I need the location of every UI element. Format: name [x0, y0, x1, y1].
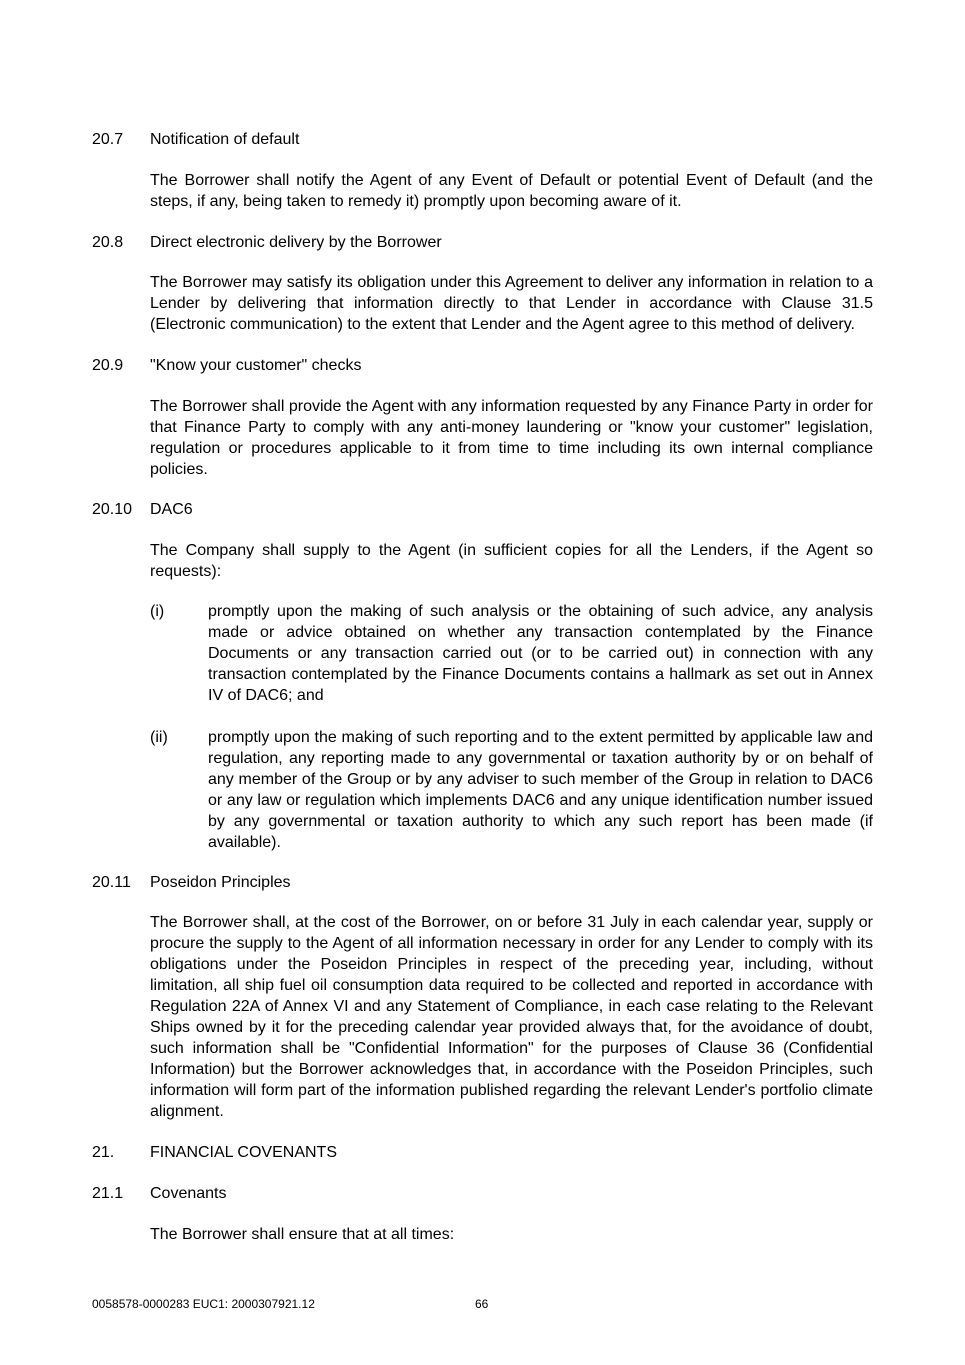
section-title: Covenants: [150, 1185, 227, 1202]
list-item-marker: (i): [150, 603, 165, 620]
section-title: Direct electronic delivery by the Borrower: [150, 234, 442, 251]
section-number: 20.9: [92, 357, 124, 374]
section-title: "Know your customer" checks: [150, 357, 362, 374]
section-title: Poseidon Principles: [150, 874, 291, 891]
section-number: 21.1: [92, 1185, 124, 1202]
section-number: 20.7: [92, 131, 124, 148]
section-paragraph-20-11: The Borrower shall, at the cost of the Borrower, on or before 31 July in each calendar year, supply or procure the supply to the Agent of all information necessary in order for any Lender to comply with its obligations under the Poseidon Principles in respect of the preceding year, including, without limitation, all ship fuel oil consumption data required to be collected and reported in accordance with Regulation 22A of Annex VI and any Statement of Compliance, in each case relating to the Relevant Ships owned by it for the preceding calendar year provided always that, for the avoidance of doubt, such information shall be "Confidential Information" for the purposes of Clause 36 (Confidential Information) but the Borrower acknowledges that, in accordance with the Poseidon Principles, such information will form part of the information published regarding the relevant Lender's portfolio climate alignment.: [150, 914, 873, 1120]
list-item-text: promptly upon the making of such analysis or the obtaining of such advice, any analysis made or advice obtained on whether any transaction contemplated by the Finance Documents or any transaction carried out (or to be carried out) in connection with any transaction contemplated by the Finance Documents contains a hallmark as set out in Annex IV of DAC6; and: [208, 603, 873, 704]
document-reference: 0058578-0000283 EUC1: 2000307921.12: [92, 1297, 315, 1311]
page-number: 66: [475, 1297, 489, 1311]
section-number: 20.10: [92, 501, 133, 518]
list-item-text: promptly upon the making of such reporting and to the extent permitted by applicable law and regulation, any reporting made to any governmental or taxation authority by or on behalf of any member of the Group or by any adviser to such member of the Group in relation to DAC6 or any law or regulation which implements DAC6 and any unique identification number issued by any governmental or taxation authority to which any such report has been made (if available).: [208, 729, 873, 851]
section-title: FINANCIAL COVENANTS: [150, 1144, 337, 1161]
section-paragraph-21-1: The Borrower shall ensure that at all times:: [150, 1226, 455, 1243]
list-item: [150, 727, 873, 853]
section-paragraph-20-7: The Borrower shall notify the Agent of any Event of Default or potential Event of Default (and the steps, if any, being taken to remedy it) promptly upon becoming aware of it.: [150, 172, 873, 210]
list-item: [150, 601, 873, 706]
section-paragraph-20-8: The Borrower may satisfy its obligation under this Agreement to deliver any information in relation to a Lender by delivering that information directly to that Lender in accordance with Clause 31.5 (Electronic communication) to the extent that Lender and the Agent agree to this method of delivery.: [150, 274, 873, 333]
section-paragraph-20-9: The Borrower shall provide the Agent with any information requested by any Finance Party in order for that Finance Party to comply with any anti-money laundering or "know your customer" legislation, regulation or procedures applicable to it from time to time including its own internal compliance policies.: [150, 398, 873, 478]
section-title: Notification of default: [150, 131, 300, 148]
list-item-marker: (ii): [150, 729, 168, 746]
section-number: 21.: [92, 1144, 115, 1161]
section-number: 20.11: [92, 874, 131, 891]
section-title: DAC6: [150, 501, 193, 518]
section-number: 20.8: [92, 234, 124, 251]
section-paragraph-20-10: The Company shall supply to the Agent (in sufficient copies for all the Lenders, if the Agent so requests):: [150, 542, 873, 580]
